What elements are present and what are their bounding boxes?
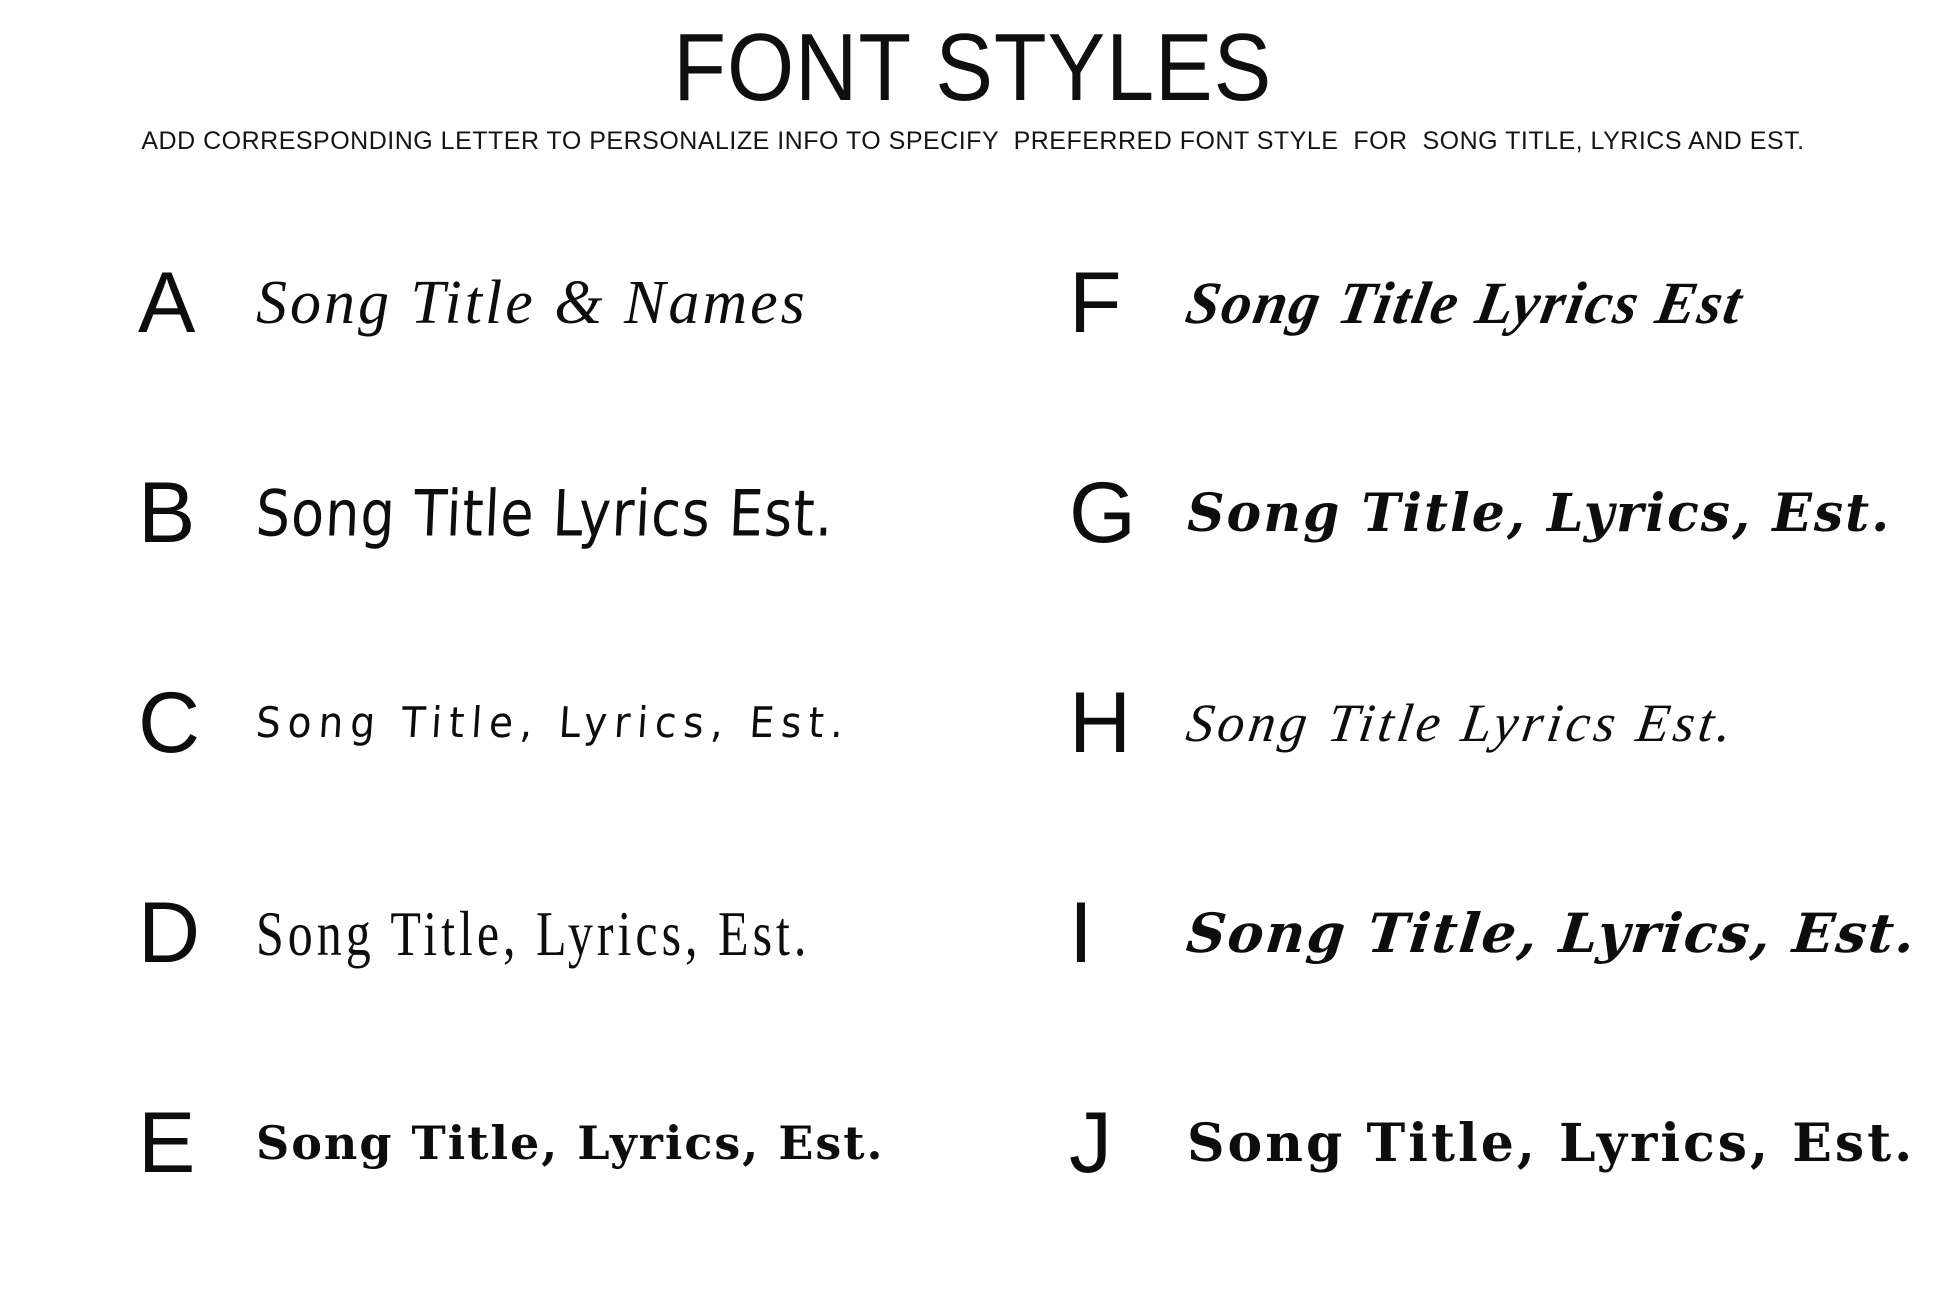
font-sample-text-f: Song Title Lyrics Est [1181,269,1749,336]
font-sample-text-d: Song Title, Lyrics, Est. [256,897,811,969]
page-title [0,0,1946,119]
font-option-letter-a: A [138,255,196,351]
font-sample-text-h: Song Title Lyrics Est. [1182,693,1740,753]
font-sample-row-a [0,198,973,408]
font-sample-text-c: Song Title, Lyrics, Est. [254,698,852,748]
font-sample-row-i [973,828,1946,1038]
font-sample-text-e: Song Title, Lyrics, Est. [256,1116,885,1170]
font-option-letter-g: G [1069,465,1136,561]
font-sample-text-j: Song Title, Lyrics, Est. [1187,1112,1916,1174]
sheet-header [0,0,1946,156]
font-sample-text-i: Song Title, Lyrics, Est. [1183,901,1920,965]
font-sample-row-d [0,828,973,1038]
font-sample-row-g [973,408,1946,618]
font-option-letter-e: E [138,1095,196,1191]
font-option-letter-b: B [138,465,196,561]
font-option-letter-f: F [1069,255,1122,351]
font-sample-row-c [0,618,973,828]
font-sample-text-a: Song Title & Names [256,268,808,337]
font-option-letter-h: H [1069,675,1132,771]
page-subtitle: ADD CORRESPONDING LETTER TO PERSONALIZE INFO TO SPECIFY PREFERRED FONT STYLE FOR SONG TITLE, LYRICS AND EST. [141,126,1805,155]
font-samples-grid [0,198,1946,1248]
font-option-letter-j: J [1069,1095,1112,1191]
font-option-letter-i: I [1069,885,1093,981]
font-option-letter-d: D [138,885,201,981]
font-sample-row-h [973,618,1946,828]
font-sample-row-b [0,408,973,618]
font-option-letter-c: C [138,675,201,771]
font-sample-text-b: Song Title Lyrics Est. [254,475,836,551]
font-sample-row-j [973,1038,1946,1248]
font-sample-row-f [973,198,1946,408]
font-sample-text-g: Song Title, Lyrics, Est. [1187,482,1892,544]
font-sample-row-e [0,1038,973,1248]
page-title-text: FONT STYLES [673,14,1273,121]
